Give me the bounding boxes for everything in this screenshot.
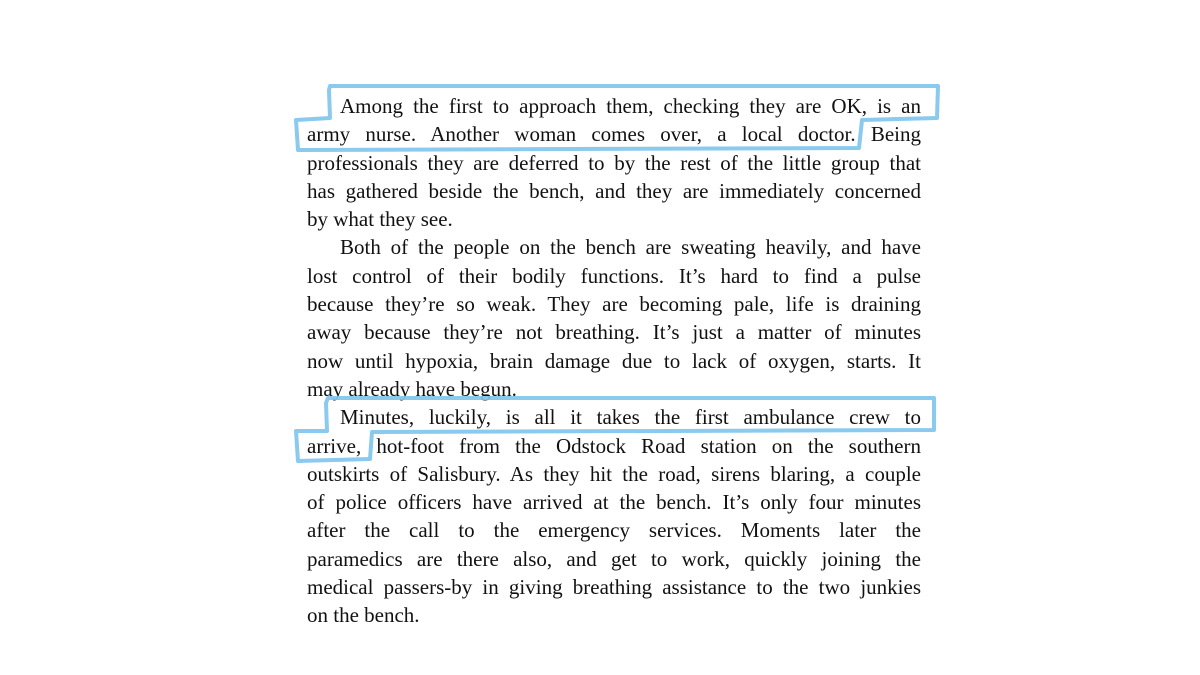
text-line: away because they’re not breathing. It’s just a matter of minutes bbox=[307, 320, 921, 345]
text-line: paramedics are there also, and get to work, quickly joining the bbox=[307, 546, 921, 571]
book-text bbox=[307, 92, 921, 630]
text-line: because they’re so weak. They are becoming pale, life is draining bbox=[307, 292, 921, 317]
text-line: lost control of their bodily functions. It’s hard to find a pulse bbox=[307, 263, 921, 288]
text-line: medical passers-by in giving breathing assistance to the two junkies bbox=[307, 575, 921, 600]
text-line: of police officers have arrived at the bench. It’s only four minutes bbox=[307, 490, 921, 515]
text-line: on the bench. bbox=[307, 603, 420, 628]
text-line: by what they see. bbox=[307, 207, 453, 232]
paragraph-1 bbox=[307, 92, 921, 233]
text-line: professionals they are deferred to by the rest of the little group that bbox=[307, 150, 921, 175]
text-line: Among the first to approach them, checking they are OK, is an bbox=[340, 94, 921, 118]
text-line: arrive, hot-foot from the Odstock Road station on the southern bbox=[307, 433, 921, 458]
text-line: army nurse. Another woman comes over, a local doctor. Being bbox=[307, 122, 921, 147]
text-line: after the call to the emergency services. Moments later the bbox=[307, 518, 921, 543]
text-line: Both of the people on the bench are sweating heavily, and have bbox=[340, 235, 921, 260]
text-line: outskirts of Salisbury. As they hit the road, sirens blaring, a couple bbox=[307, 461, 921, 486]
text-line: now until hypoxia, brain damage due to lack of oxygen, starts. It bbox=[307, 348, 921, 373]
paragraph-2 bbox=[307, 233, 921, 403]
text-line: Minutes, luckily, is all it takes the first ambulance crew to bbox=[340, 405, 921, 430]
text-line: has gathered beside the bench, and they are immediately concerned bbox=[307, 178, 921, 203]
paragraph-3 bbox=[307, 403, 921, 629]
text-line: may already have begun. bbox=[307, 376, 517, 401]
